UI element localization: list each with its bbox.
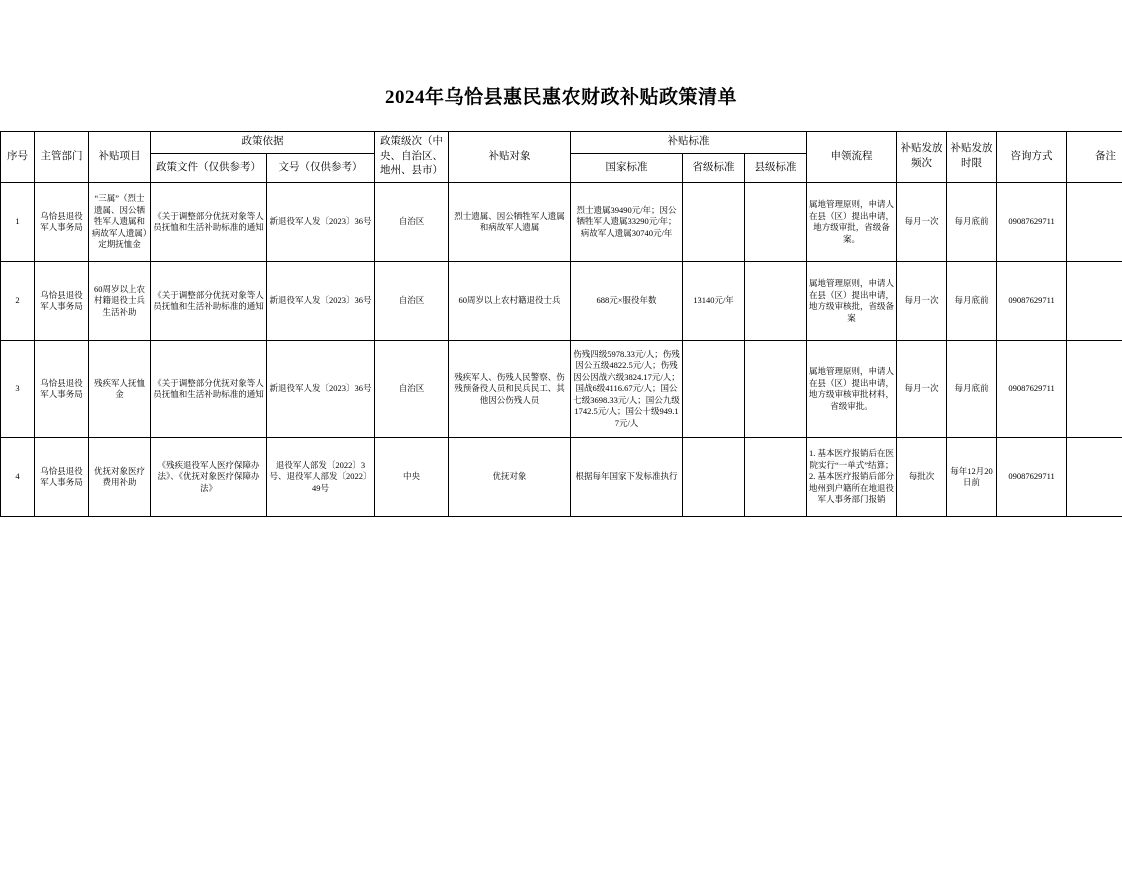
header-standard: 补贴标准 xyxy=(571,132,807,154)
cell-seq: 4 xyxy=(1,438,35,517)
cell-level: 中央 xyxy=(375,438,449,517)
cell-remark xyxy=(1067,341,1122,438)
cell-standard-county xyxy=(745,183,807,262)
cell-item: 残疾军人抚恤金 xyxy=(89,341,151,438)
cell-remark xyxy=(1067,438,1122,517)
cell-standard-province xyxy=(683,341,745,438)
cell-item: “三属”（烈士遗属、因公牺牲军人遗属和病故军人遗属）定期抚恤金 xyxy=(89,183,151,262)
header-limit: 补贴发放时限 xyxy=(947,132,997,183)
cell-flow: 属地管理原则，申请人在县（区）提出申请，地方级审核批，省级备案 xyxy=(807,262,897,341)
cell-standard-national: 烈士遗属39490元/年；因公牺牲军人遗属33290元/年；病故军人遗属30740元/年 xyxy=(571,183,683,262)
header-item: 补贴项目 xyxy=(89,132,151,183)
cell-seq: 1 xyxy=(1,183,35,262)
table-row xyxy=(1,341,1122,438)
cell-item: 优抚对象医疗费用补助 xyxy=(89,438,151,517)
header-basis-file: 政策文件（仅供参考） xyxy=(151,153,267,182)
cell-level: 自治区 xyxy=(375,262,449,341)
header-seq: 序号 xyxy=(1,132,35,183)
cell-basis-file: 《残疾退役军人医疗保障办法》、《优抚对象医疗保障办法》 xyxy=(151,438,267,517)
cell-dept: 乌恰县退役军人事务局 xyxy=(35,183,89,262)
cell-object: 优抚对象 xyxy=(449,438,571,517)
cell-freq: 每月一次 xyxy=(897,183,947,262)
cell-contact: 09087629711 xyxy=(997,341,1067,438)
cell-basis-file: 《关于调整部分优抚对象等人员抚恤和生活补助标准的通知 xyxy=(151,341,267,438)
header-basis-no: 文号（仅供参考） xyxy=(267,153,375,182)
cell-remark xyxy=(1067,183,1122,262)
cell-basis-file: 《关于调整部分优抚对象等人员抚恤和生活补助标准的通知 xyxy=(151,183,267,262)
header-standard-national: 国家标准 xyxy=(571,153,683,182)
cell-dept: 乌恰县退役军人事务局 xyxy=(35,262,89,341)
table-body xyxy=(1,183,1122,517)
cell-standard-national: 688元×服役年数 xyxy=(571,262,683,341)
cell-basis-no: 新退役军人发〔2023〕36号 xyxy=(267,262,375,341)
header-flow: 申领流程 xyxy=(807,132,897,183)
header-level: 政策级次（中央、自治区、地州、县市） xyxy=(375,132,449,183)
cell-standard-province xyxy=(683,183,745,262)
cell-item: 60周岁以上农村籍退役士兵生活补助 xyxy=(89,262,151,341)
cell-freq: 每批次 xyxy=(897,438,947,517)
table-row xyxy=(1,438,1122,517)
cell-seq: 3 xyxy=(1,341,35,438)
cell-level: 自治区 xyxy=(375,341,449,438)
header-standard-province: 省级标准 xyxy=(683,153,745,182)
cell-dept: 乌恰县退役军人事务局 xyxy=(35,438,89,517)
cell-contact: 09087629711 xyxy=(997,438,1067,517)
header-object: 补贴对象 xyxy=(449,132,571,183)
cell-standard-county xyxy=(745,341,807,438)
cell-limit: 每月底前 xyxy=(947,183,997,262)
subsidy-policy-table xyxy=(0,131,1122,517)
cell-level: 自治区 xyxy=(375,183,449,262)
header-contact: 咨询方式 xyxy=(997,132,1067,183)
cell-limit: 每年12月20日前 xyxy=(947,438,997,517)
header-standard-county: 县级标准 xyxy=(745,153,807,182)
cell-seq: 2 xyxy=(1,262,35,341)
cell-standard-province xyxy=(683,438,745,517)
cell-standard-national: 根据每年国家下发标准执行 xyxy=(571,438,683,517)
cell-standard-province: 13140元/年 xyxy=(683,262,745,341)
header-remark: 备注 xyxy=(1067,132,1122,183)
cell-basis-no: 新退役军人发〔2023〕36号 xyxy=(267,341,375,438)
header-dept: 主管部门 xyxy=(35,132,89,183)
header-basis: 政策依据 xyxy=(151,132,375,154)
document-page xyxy=(0,82,1122,875)
header-freq: 补贴发放频次 xyxy=(897,132,947,183)
cell-limit: 每月底前 xyxy=(947,262,997,341)
table-row xyxy=(1,262,1122,341)
cell-contact: 09087629711 xyxy=(997,183,1067,262)
cell-object: 残疾军人、伤残人民警察、伤残预备役人员和民兵民工、其他因公伤残人员 xyxy=(449,341,571,438)
cell-object: 烈士遗属、因公牺牲军人遗属和病故军人遗属 xyxy=(449,183,571,262)
cell-flow: 属地管理原则，申请人在县（区）提出申请，地方级审核审批材料，省级审批。 xyxy=(807,341,897,438)
table-header xyxy=(1,132,1122,183)
cell-flow: 属地管理原则，申请人在县（区）提出申请，地方级审批，省级备案。 xyxy=(807,183,897,262)
cell-standard-national: 伤残四级5978.33元/人；伤残因公五级4822.5元/人；伤残因公因战六级3824.17元/人；国战6级4116.67元/人；国公七级3698.33元/人；国公九级1742.5元/人；国公十级949.17元/人 xyxy=(571,341,683,438)
cell-standard-county xyxy=(745,438,807,517)
table-row xyxy=(1,183,1122,262)
cell-basis-file: 《关于调整部分优抚对象等人员抚恤和生活补助标准的通知 xyxy=(151,262,267,341)
cell-freq: 每月一次 xyxy=(897,262,947,341)
cell-object: 60周岁以上农村籍退役士兵 xyxy=(449,262,571,341)
cell-basis-no: 退役军人部发〔2022〕3号、退役军人部发〔2022〕49号 xyxy=(267,438,375,517)
cell-contact: 09087629711 xyxy=(997,262,1067,341)
cell-remark xyxy=(1067,262,1122,341)
cell-freq: 每月一次 xyxy=(897,341,947,438)
cell-standard-county xyxy=(745,262,807,341)
cell-limit: 每月底前 xyxy=(947,341,997,438)
cell-dept: 乌恰县退役军人事务局 xyxy=(35,341,89,438)
page-title: 2024年乌恰县惠民惠农财政补贴政策清单 xyxy=(0,82,1122,109)
cell-basis-no: 新退役军人发〔2023〕36号 xyxy=(267,183,375,262)
cell-flow: 1. 基本医疗报销后在医院实行“一单式”结算；2. 基本医疗报销后部分地州到户籍所在地退役军人事务部门报销 xyxy=(807,438,897,517)
